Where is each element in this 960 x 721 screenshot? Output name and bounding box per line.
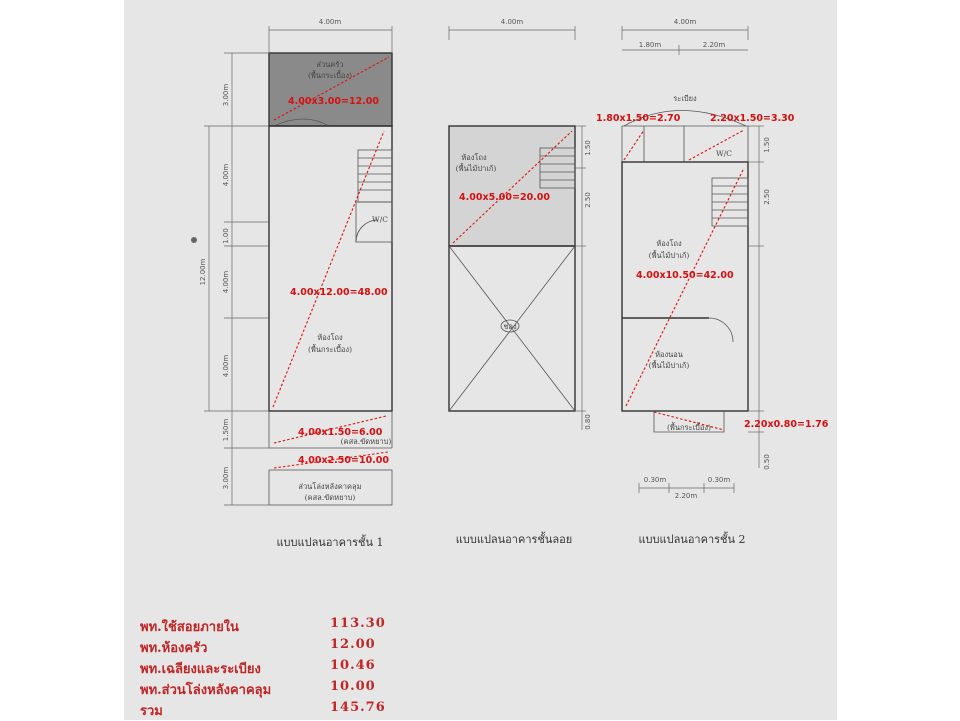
floor1-kitchen-label: ส่วนครัว xyxy=(316,60,344,69)
floor1-porch-area: 4.00x1.50=6.00 xyxy=(298,427,383,438)
summary-row xyxy=(140,658,440,679)
summary-label: รวม xyxy=(140,704,163,719)
floor1-rear-floor: (คสล.ขัดหยาบ) xyxy=(304,493,356,502)
summary-value: 113.30 xyxy=(330,616,386,631)
area-summary xyxy=(140,616,440,721)
floor2-width-dim: 4.00m xyxy=(673,18,697,26)
floor1-rear-label: ส่วนโล่งหลังคาคลุม xyxy=(298,482,362,491)
floor2-dim-e: 0.30m xyxy=(707,476,731,484)
mezz-dim-a: 1.50 xyxy=(584,140,592,156)
floor2-dim-a: 1.50 xyxy=(763,137,771,153)
floor1-dim-kitchen: 3.00m xyxy=(222,83,230,107)
summary-row xyxy=(140,679,440,700)
summary-label: พท.ห้องครัว xyxy=(140,641,208,656)
floor1-dim-rear: 3.00m xyxy=(222,466,230,490)
mezzanine-title: แบบแปลนอาคารชั้นลอย xyxy=(455,533,573,546)
mezz-hall-label: ห้องโถง xyxy=(461,153,487,162)
summary-label: พท.เฉลียงและระเบียง xyxy=(140,662,261,677)
floor2-bed-label: ห้องนอน xyxy=(655,350,683,359)
floor1-length-dim: 12.00m xyxy=(199,258,207,286)
floor2-balcony-label: ระเบียง xyxy=(673,94,697,103)
summary-row xyxy=(140,700,440,721)
floor2-hall-label: ห้องโถง xyxy=(656,239,682,248)
floor1-living-label: ห้องโถง xyxy=(317,333,343,342)
floor1-kitchen-area: 4.00x3.00=12.00 xyxy=(288,96,380,107)
floor1-main-room xyxy=(269,126,392,411)
floor2-dim-d: 0.30m xyxy=(643,476,667,484)
mezz-dim-c: 0.80 xyxy=(584,414,592,430)
mezz-void-label: ช่อง xyxy=(503,322,517,331)
floor2-dim-right: 2.20m xyxy=(702,41,726,49)
floor2-bed-floor: (พื้นไม้ปาเก้) xyxy=(648,361,690,370)
floor2-hall-floor: (พื้นไม้ปาเก้) xyxy=(648,251,690,260)
floor2-main-area: 4.00x10.50=42.00 xyxy=(636,270,734,281)
mezz-hall xyxy=(449,126,575,246)
summary-value: 10.00 xyxy=(330,679,376,694)
mezzanine-plan xyxy=(449,18,592,546)
floor2-left-balcony xyxy=(622,126,644,162)
floor1-dim-porch: 1.50m xyxy=(222,418,230,442)
summary-value: 12.00 xyxy=(330,637,376,652)
floor2-plan xyxy=(596,18,829,546)
summary-row xyxy=(140,637,440,658)
floor1-dim-section-c: 4.00m xyxy=(222,270,230,294)
summary-row xyxy=(140,616,440,637)
floor1-dim-section-b: 1.00 xyxy=(222,228,230,244)
floor2-right-balcony-area: 2.20x1.50=3.30 xyxy=(710,113,795,124)
floor1-dim-section-d: 4.00m xyxy=(222,354,230,378)
floor-plan-drawing xyxy=(124,0,837,600)
floor1-main-area: 4.00x12.00=48.00 xyxy=(290,287,388,298)
floor2-main-room xyxy=(622,162,748,411)
floor1-kitchen-floor: (พื้นกระเบื้อง) xyxy=(307,71,353,80)
floor1-wc-label: W/C xyxy=(372,215,388,224)
mezz-hall-area: 4.00x5.00=20.00 xyxy=(459,192,551,203)
floor2-dim-b: 2.50 xyxy=(763,189,771,205)
floor1-living-floor: (พื้นกระเบื้อง) xyxy=(307,345,353,354)
summary-value: 145.76 xyxy=(330,700,386,715)
floor2-left-balcony-area: 1.80x1.50=2.70 xyxy=(596,113,681,124)
summary-value: 10.46 xyxy=(330,658,376,673)
floor2-wc-label: W/C xyxy=(716,149,732,158)
floor1-dim-section-a: 4.00m xyxy=(222,163,230,187)
floor1-title: แบบแปลนอาคารชั้น 1 xyxy=(276,536,384,549)
floor2-title: แบบแปลนอาคารชั้น 2 xyxy=(638,533,746,546)
mezz-dim-b: 2.50 xyxy=(584,192,592,208)
floor2-dim-f: 2.20m xyxy=(674,492,698,500)
summary-label: พท.ส่วนโล่งหลังคาคลุม xyxy=(140,683,272,698)
drawing-sheet xyxy=(124,0,837,720)
floor1-width-dim: 4.00m xyxy=(318,18,342,26)
floor1-rear-area-measure: 4.00x2.50=10.00 xyxy=(298,455,390,466)
floor2-dim-left: 1.80m xyxy=(638,41,662,49)
floor2-front-area: 2.20x0.80=1.76 xyxy=(744,419,829,430)
summary-label: พท.ใช้สอยภายใน xyxy=(140,620,239,635)
floor1-porch-floor: (คสล.ขัดหยาบ) xyxy=(340,437,392,446)
floor1-plan xyxy=(199,18,392,549)
mezz-width-dim: 4.00m xyxy=(500,18,524,26)
mezz-hall-floor: (พื้นไม้ปาเก้) xyxy=(455,164,497,173)
floor2-dim-c: 0.50 xyxy=(763,454,771,470)
floor2-front-floor: (พื้นกระเบื้อง) xyxy=(666,423,712,432)
